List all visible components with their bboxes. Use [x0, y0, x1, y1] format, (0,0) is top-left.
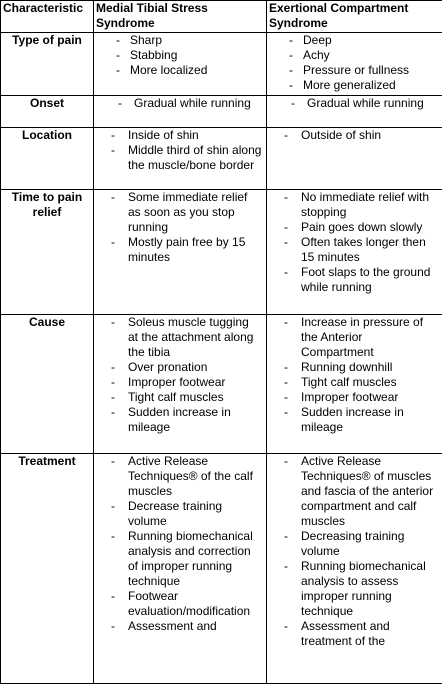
list-item: - Inside of shin — [94, 128, 266, 143]
bullet-list — [267, 454, 442, 649]
list-item: - Stabbing — [94, 48, 266, 63]
row-label-onset: Onset — [1, 96, 94, 128]
header-characteristic: Characteristic — [1, 1, 94, 33]
list-item: - Soleus muscle tugging at the attachment along the tibia — [94, 315, 266, 360]
bullet-list — [94, 128, 266, 173]
bullet-list — [267, 190, 442, 295]
ecs-onset-text: Gradual while running — [307, 96, 424, 110]
list-item: - Pain goes down slowly — [267, 220, 442, 235]
bullet-list — [267, 315, 442, 435]
row-label-cause: Cause — [1, 315, 94, 454]
bullet-list — [94, 33, 266, 78]
list-item: - Decrease training volume — [94, 499, 266, 529]
list-item: - Foot slaps to the ground while running — [267, 265, 442, 295]
list-item: - Sharp — [94, 33, 266, 48]
list-item: - Achy — [267, 48, 442, 63]
list-item: - Decreasing training volume — [267, 529, 442, 559]
row-type-of-pain — [1, 33, 442, 96]
list-item: - Middle third of shin along the muscle/bone border — [94, 143, 266, 173]
list-item: - Outside of shin — [267, 128, 442, 143]
list-item: - Often takes longer then 15 minutes — [267, 235, 442, 265]
row-treatment — [1, 454, 442, 684]
list-item: - Pressure or fullness — [267, 63, 442, 78]
list-item: - Running biomechanical analysis and correction of improper running technique — [94, 529, 266, 589]
list-item: - More generalized — [267, 78, 442, 93]
header-ecs: Exertional Compartment Syndrome — [267, 1, 442, 33]
header-row — [1, 1, 442, 33]
bullet-list — [94, 190, 266, 265]
list-item: - Active Release Techniques® of muscles and fascia of the anterior compartment and calf muscles — [267, 454, 442, 529]
list-item: - Improper footwear — [267, 390, 442, 405]
row-label-treatment: Treatment — [1, 454, 94, 684]
row-time-to-relief — [1, 190, 442, 315]
list-item: - Deep — [267, 33, 442, 48]
header-mtss: Medial Tibial Stress Syndrome — [94, 1, 267, 33]
list-item: - Some immediate relief as soon as you stop running — [94, 190, 266, 235]
list-item: - Increase in pressure of the Anterior Compartment — [267, 315, 442, 360]
list-item: - More localized — [94, 63, 266, 78]
list-item: - Sudden increase in mileage — [94, 405, 266, 435]
row-location — [1, 128, 442, 190]
list-item: - Tight calf muscles — [94, 390, 266, 405]
row-onset — [1, 96, 442, 128]
mtss-onset: - Gradual while running — [94, 96, 267, 128]
mtss-onset-text: Gradual while running — [134, 96, 251, 110]
row-cause — [1, 315, 442, 454]
list-item: - Assessment and — [94, 619, 266, 634]
list-item: - Active Release Techniques® of the calf muscles — [94, 454, 266, 499]
list-item: - Running biomechanical analysis to assess improper running technique — [267, 559, 442, 619]
ecs-cause — [267, 315, 442, 454]
mtss-type-of-pain — [94, 33, 267, 96]
mtss-location — [94, 128, 267, 190]
row-label-type-of-pain: Type of pain — [1, 33, 94, 96]
list-item: - Running downhill — [267, 360, 442, 375]
mtss-treatment — [94, 454, 267, 684]
ecs-onset: - Gradual while running — [267, 96, 442, 128]
row-label-location: Location — [1, 128, 94, 190]
list-item: - Mostly pain free by 15 minutes — [94, 235, 266, 265]
list-item: - Sudden increase in mileage — [267, 405, 442, 435]
ecs-location — [267, 128, 442, 190]
ecs-type-of-pain — [267, 33, 442, 96]
mtss-cause — [94, 315, 267, 454]
bullet-list — [267, 128, 442, 143]
ecs-treatment — [267, 454, 442, 684]
ecs-time-to-relief — [267, 190, 442, 315]
list-item: - Assessment and treatment of the — [267, 619, 442, 649]
list-item: - Improper footwear — [94, 375, 266, 390]
list-item: - Tight calf muscles — [267, 375, 442, 390]
bullet-list — [94, 315, 266, 435]
mtss-time-to-relief — [94, 190, 267, 315]
list-item: - Over pronation — [94, 360, 266, 375]
list-item: - Footwear evaluation/modification — [94, 589, 266, 619]
bullet-list — [267, 33, 442, 93]
bullet-list — [94, 454, 266, 634]
list-item: - No immediate relief with stopping — [267, 190, 442, 220]
row-label-time-to-relief: Time to pain relief — [1, 190, 94, 315]
